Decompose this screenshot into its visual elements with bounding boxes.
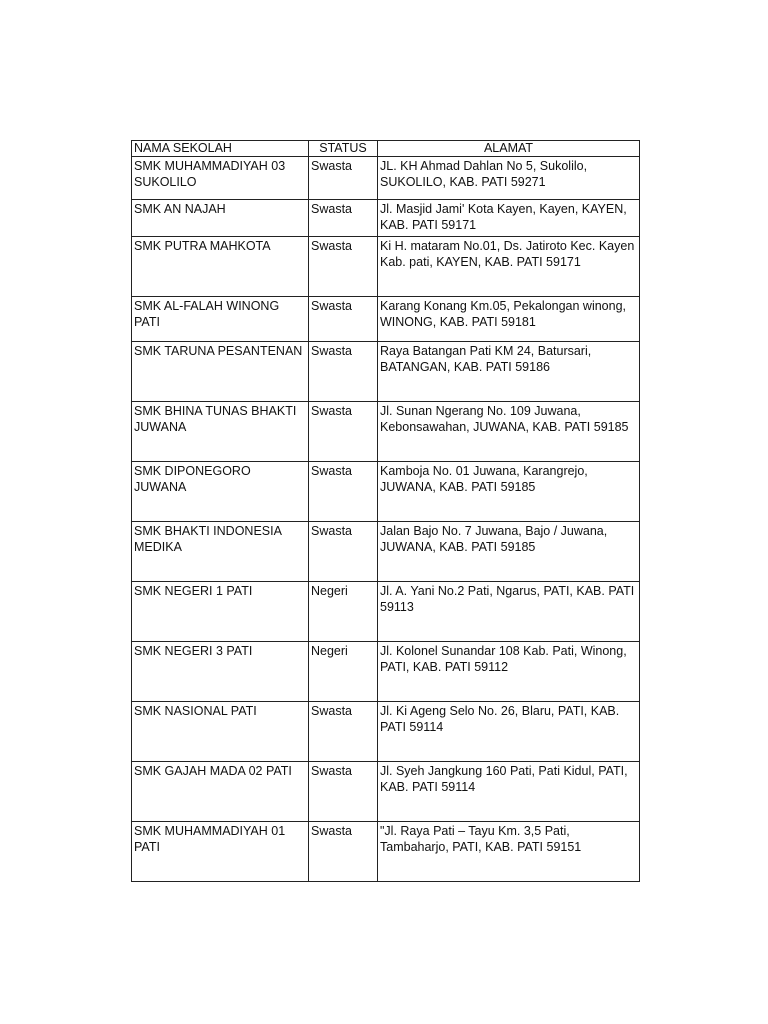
- table-row: [132, 582, 640, 642]
- cell-nama-sekolah: SMK AL-FALAH WINONG PATI: [132, 297, 309, 342]
- table-body: [132, 157, 640, 882]
- cell-status: Swasta: [309, 462, 378, 522]
- cell-nama-sekolah: SMK MUHAMMADIYAH 03 SUKOLILO: [132, 157, 309, 200]
- cell-nama-sekolah: SMK PUTRA MAHKOTA: [132, 237, 309, 297]
- cell-status: Swasta: [309, 822, 378, 882]
- cell-nama-sekolah: SMK NASIONAL PATI: [132, 702, 309, 762]
- cell-nama-sekolah: SMK BHAKTI INDONESIA MEDIKA: [132, 522, 309, 582]
- cell-status: Swasta: [309, 297, 378, 342]
- cell-alamat: Jl. Masjid Jami' Kota Kayen, Kayen, KAYEN, KAB. PATI 59171: [378, 200, 640, 237]
- cell-nama-sekolah: SMK NEGERI 3 PATI: [132, 642, 309, 702]
- table-row: [132, 642, 640, 702]
- cell-alamat: Jl. Syeh Jangkung 160 Pati, Pati Kidul, PATI, KAB. PATI 59114: [378, 762, 640, 822]
- table-row: [132, 402, 640, 462]
- cell-alamat: Jalan Bajo No. 7 Juwana, Bajo / Juwana, JUWANA, KAB. PATI 59185: [378, 522, 640, 582]
- table-row: [132, 762, 640, 822]
- cell-status: Swasta: [309, 342, 378, 402]
- schools-table: [131, 140, 640, 882]
- header-row: [132, 141, 640, 157]
- table-row: [132, 522, 640, 582]
- cell-nama-sekolah: SMK DIPONEGORO JUWANA: [132, 462, 309, 522]
- table-row: [132, 702, 640, 762]
- cell-alamat: Jl. Ki Ageng Selo No. 26, Blaru, PATI, KAB. PATI 59114: [378, 702, 640, 762]
- cell-status: Swasta: [309, 402, 378, 462]
- cell-alamat: Ki H. mataram No.01, Ds. Jatiroto Kec. Kayen Kab. pati, KAYEN, KAB. PATI 59171: [378, 237, 640, 297]
- cell-status: Swasta: [309, 522, 378, 582]
- cell-alamat: Jl. Sunan Ngerang No. 109 Juwana, Kebonsawahan, JUWANA, KAB. PATI 59185: [378, 402, 640, 462]
- cell-status: Swasta: [309, 762, 378, 822]
- cell-alamat: Jl. Kolonel Sunandar 108 Kab. Pati, Winong, PATI, KAB. PATI 59112: [378, 642, 640, 702]
- header-status: STATUS: [309, 141, 378, 157]
- table-row: [132, 297, 640, 342]
- cell-alamat: Jl. A. Yani No.2 Pati, Ngarus, PATI, KAB. PATI 59113: [378, 582, 640, 642]
- table-row: [132, 822, 640, 882]
- cell-alamat: "Jl. Raya Pati – Tayu Km. 3,5 Pati, Tambaharjo, PATI, KAB. PATI 59151: [378, 822, 640, 882]
- cell-nama-sekolah: SMK AN NAJAH: [132, 200, 309, 237]
- cell-status: Swasta: [309, 237, 378, 297]
- table-header: [132, 141, 640, 157]
- cell-status: Swasta: [309, 200, 378, 237]
- header-alamat: ALAMAT: [378, 141, 640, 157]
- table-row: [132, 200, 640, 237]
- table-row: [132, 342, 640, 402]
- cell-alamat: Kamboja No. 01 Juwana, Karangrejo, JUWANA, KAB. PATI 59185: [378, 462, 640, 522]
- cell-alamat: JL. KH Ahmad Dahlan No 5, Sukolilo, SUKOLILO, KAB. PATI 59271: [378, 157, 640, 200]
- cell-nama-sekolah: SMK TARUNA PESANTENAN: [132, 342, 309, 402]
- cell-alamat: Raya Batangan Pati KM 24, Batursari, BATANGAN, KAB. PATI 59186: [378, 342, 640, 402]
- header-nama-sekolah: NAMA SEKOLAH: [132, 141, 309, 157]
- cell-nama-sekolah: SMK NEGERI 1 PATI: [132, 582, 309, 642]
- cell-nama-sekolah: SMK BHINA TUNAS BHAKTI JUWANA: [132, 402, 309, 462]
- table-row: [132, 462, 640, 522]
- cell-nama-sekolah: SMK MUHAMMADIYAH 01 PATI: [132, 822, 309, 882]
- cell-status: Swasta: [309, 702, 378, 762]
- table-row: [132, 157, 640, 200]
- cell-status: Swasta: [309, 157, 378, 200]
- cell-status: Negeri: [309, 582, 378, 642]
- cell-alamat: Karang Konang Km.05, Pekalongan winong, WINONG, KAB. PATI 59181: [378, 297, 640, 342]
- table-row: [132, 237, 640, 297]
- cell-status: Negeri: [309, 642, 378, 702]
- cell-nama-sekolah: SMK GAJAH MADA 02 PATI: [132, 762, 309, 822]
